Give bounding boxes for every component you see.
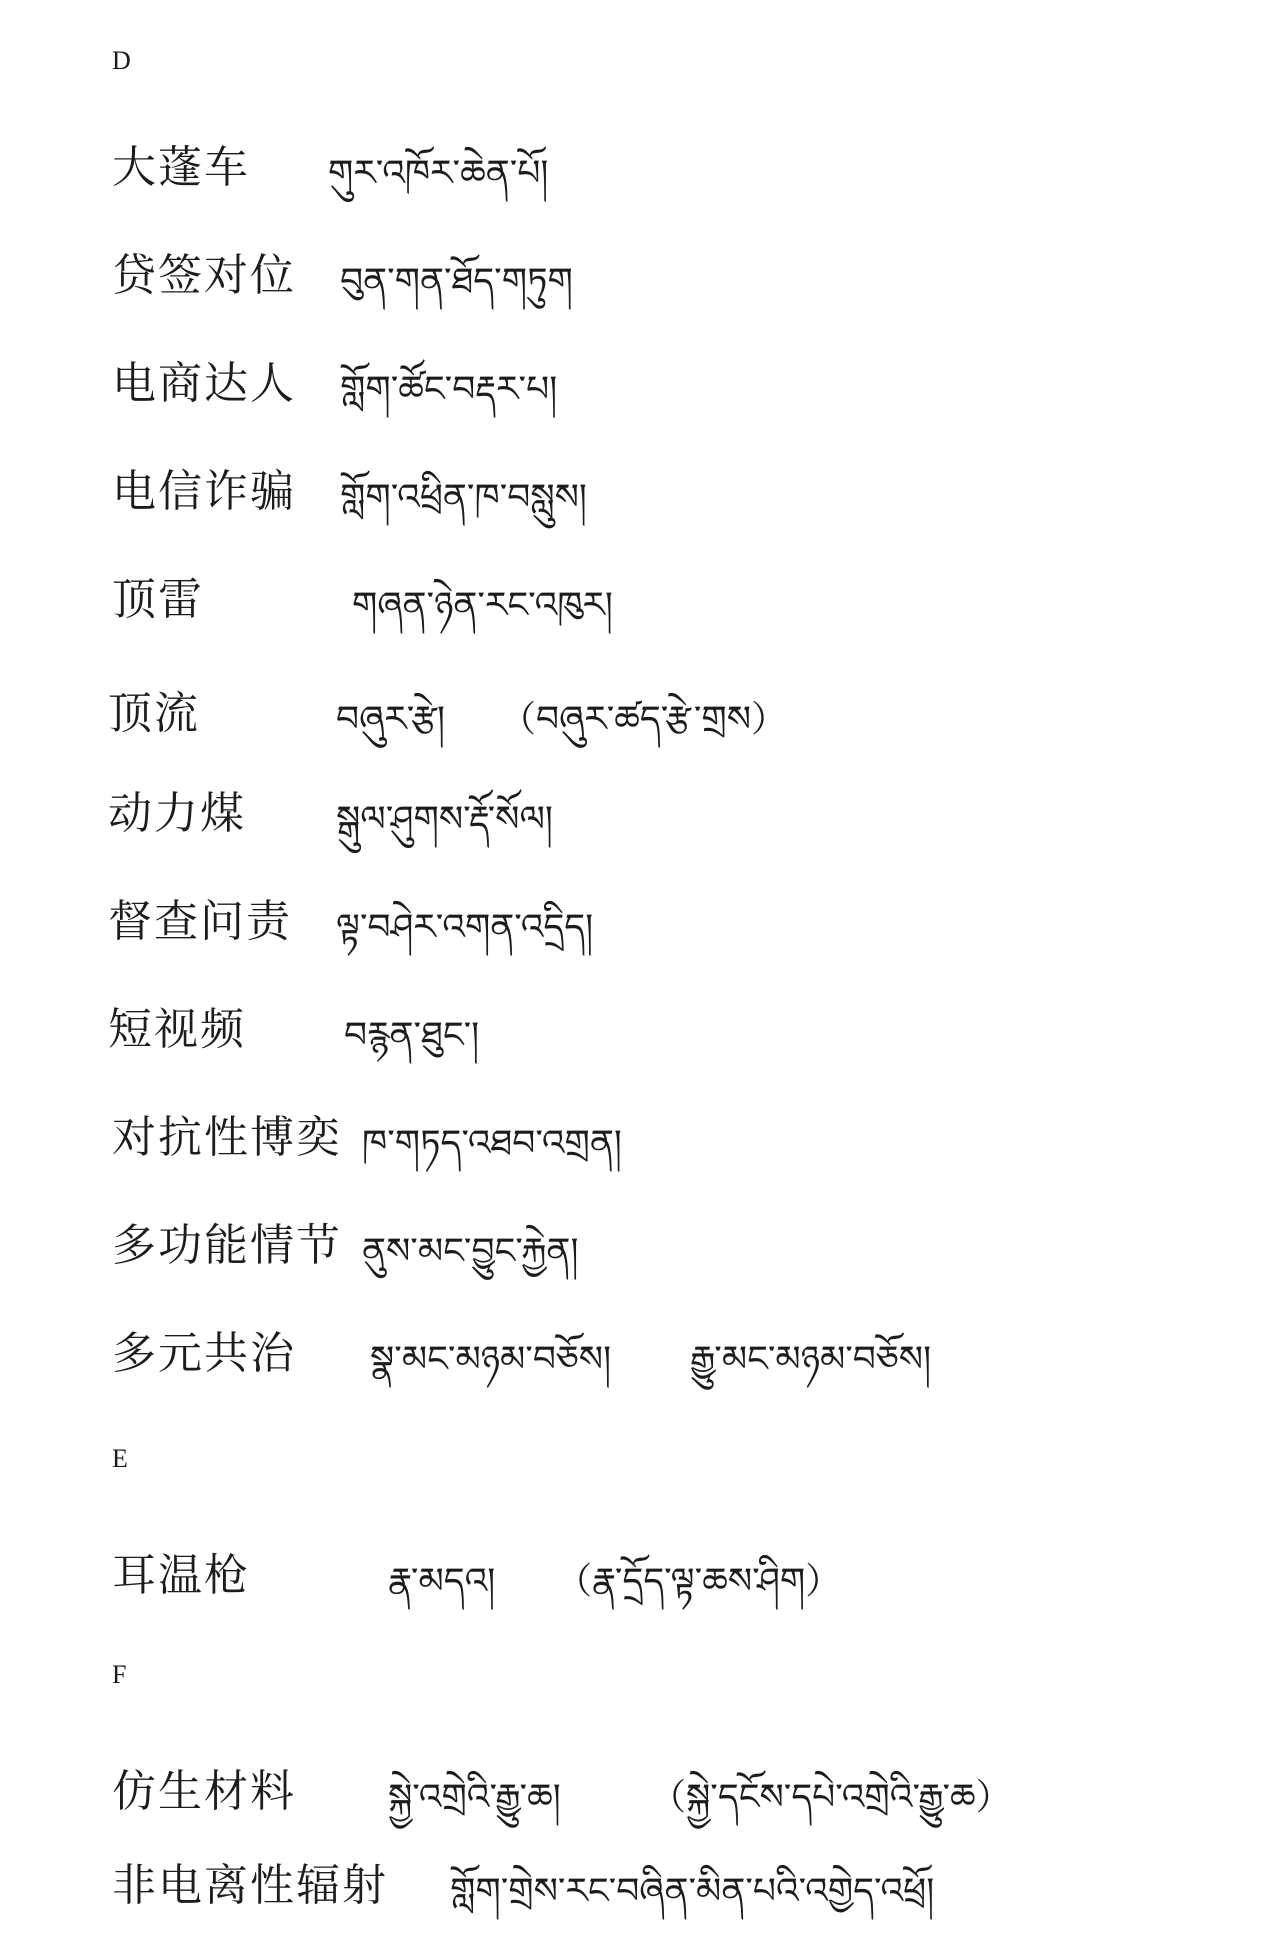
- entry-chinese: 顶流: [108, 688, 200, 739]
- entry-chinese: 多元共治: [112, 1328, 296, 1379]
- entry-tibetan: གློག་ཚོང་བརྡར་པ།: [340, 369, 558, 410]
- section-letter-e: E: [112, 1444, 128, 1473]
- entry-chinese: 仿生材料: [112, 1766, 296, 1817]
- entry-tibetan-alt: （བཞུར་ཚད་རྩེ་གྲས）: [500, 699, 788, 740]
- entry-tibetan: སྣ་མང་མཉམ་བཅོས།: [370, 1339, 612, 1380]
- entry-row: [0, 1764, 1280, 1844]
- entry-row: [0, 1218, 1280, 1298]
- entry-chinese: 多功能情节: [112, 1220, 342, 1271]
- entry-chinese: 短视频: [108, 1004, 246, 1055]
- entry-row: [0, 1858, 1280, 1938]
- entry-tibetan-alt: （རྣ་དྲོད་ལྟ་ཆས་ཤིག）: [556, 1561, 842, 1602]
- entry-chinese: 耳温枪: [112, 1550, 250, 1601]
- entry-row: [0, 140, 1280, 220]
- entry-tibetan: ནུས་མང་བྱུང་རྐྱེན།: [362, 1231, 579, 1272]
- entry-tibetan: ཁ་གཏད་འཐབ་འགྲན།: [362, 1123, 622, 1164]
- entry-row: [0, 1548, 1280, 1628]
- entry-tibetan: ལྟ་བཤེར་འགན་འདྲིད།: [336, 907, 594, 948]
- entry-tibetan: བརྙན་ཐུང་།: [344, 1015, 480, 1056]
- entry-row: [0, 1326, 1280, 1406]
- entry-chinese: 对抗性博奕: [112, 1112, 342, 1163]
- section-letter-d: D: [112, 46, 131, 75]
- entry-chinese: 非电离性辐射: [112, 1860, 388, 1911]
- entry-chinese: 电商达人: [112, 358, 296, 409]
- entry-tibetan: གཞན་ཉེན་རང་འཁུར།: [352, 585, 613, 626]
- entry-chinese: 顶雷: [112, 574, 204, 625]
- entry-tibetan: རྣ་མདའ།: [388, 1561, 496, 1602]
- entry-tibetan: སྐྱེ་འགྲེའི་རྒྱུ་ཆ།: [388, 1777, 561, 1818]
- section-letter-f: F: [112, 1660, 127, 1689]
- entry-tibetan: བུན་གན་ཐོད་གཏུག: [340, 261, 573, 302]
- entry-tibetan: གློག་འཕྲིན་ཁ་བསླུས།: [340, 477, 587, 518]
- entry-chinese: 督查问责: [108, 896, 292, 947]
- entry-row: [0, 686, 1280, 766]
- entry-row: [0, 572, 1280, 652]
- entry-row: [0, 464, 1280, 544]
- entry-row: [0, 1110, 1280, 1190]
- entry-tibetan: སྒུལ་ཤུགས་རྡོ་སོལ།: [336, 799, 553, 840]
- entry-tibetan: བཞུར་རྩེ།: [336, 699, 445, 740]
- entry-chinese: 电信诈骗: [112, 466, 296, 517]
- entry-chinese: 大蓬车: [112, 142, 250, 193]
- entry-row: [0, 356, 1280, 436]
- entry-tibetan-alt: རྒྱུ་མང་མཉམ་བཅོས།: [690, 1339, 932, 1380]
- entry-chinese: 动力煤: [108, 788, 246, 839]
- entry-row: [0, 894, 1280, 974]
- entry-chinese: 贷签对位: [112, 250, 296, 301]
- entry-tibetan: གུར་འཁོར་ཆེན་པོ།: [328, 153, 549, 194]
- entry-row: [0, 1002, 1280, 1082]
- entry-tibetan: གློག་གྲེས་རང་བཞིན་མིན་པའི་འགྱེད་འཕྲོ།: [450, 1871, 935, 1912]
- entry-row: [0, 786, 1280, 866]
- entry-row: [0, 248, 1280, 328]
- entry-tibetan-alt: （སྐྱེ་དངོས་དཔེ་འགྲེའི་རྒྱུ་ཆ）: [650, 1777, 1012, 1818]
